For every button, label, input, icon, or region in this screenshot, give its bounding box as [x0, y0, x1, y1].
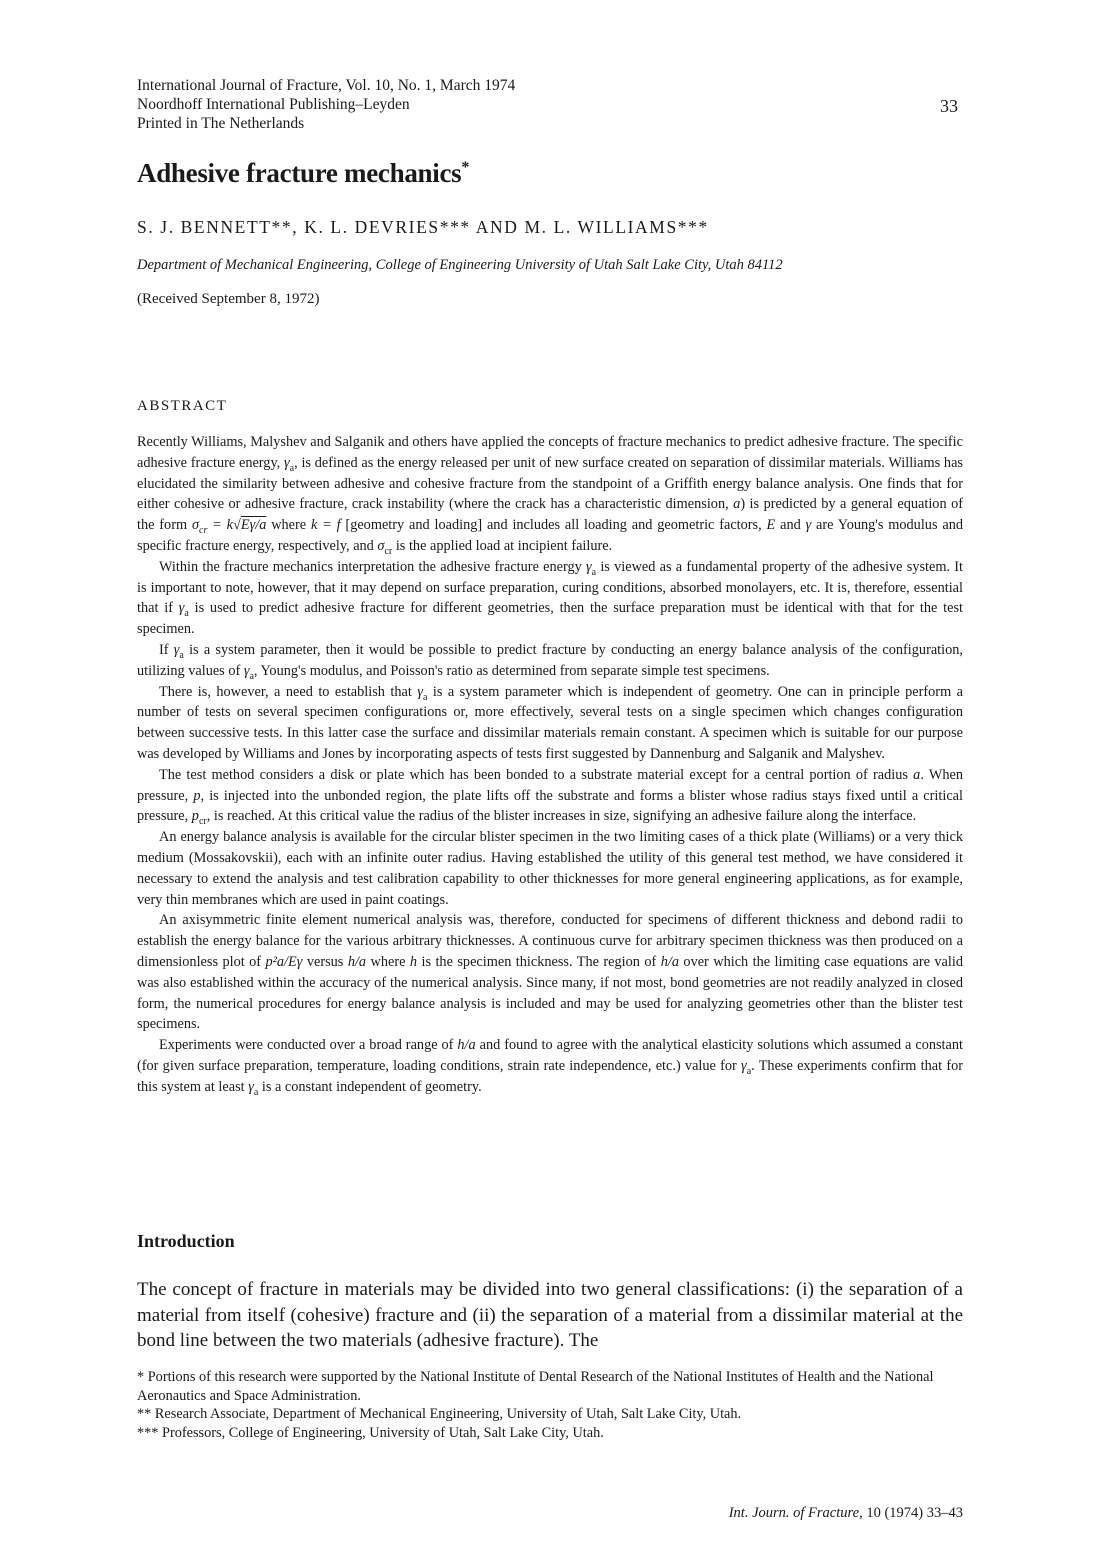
abstract-paragraph-2: Within the fracture mechanics interpretation the adhesive fracture energy $\gamma_a$ is viewed as a fundamental property of the adhesive system. It is important to note, however, that it may depend on surface preparation, curing conditions, absorbed monolayers, etc. It is, therefore, essential that if $\gamma_a$ is used to predict adhesive fracture for different geometries, then the surface preparation must be identical with that for the test specimen.	[137, 558, 964, 638]
abstract-paragraph-8: Experiments were conducted over a broad range of h/a and found to agree with the analytical elasticity solutions which assumed a constant (for given surface preparation, temperature, loading conditions, strain rate independence, etc.) value for $\gamma_a$. These experiments confirm that for this system at least $\gamma_a$ is a constant independent of geometry.	[137, 1037, 964, 1098]
abstract-paragraph-1: Recently Williams, Malyshev and Salganik and others have applied the concepts of fracture mechanics to predict adhesive fracture. The specific adhesive fracture energy, $\gamma_a$, is defined as the energy released per unit of new surface created on separation of dissimilar materials. Williams has elucidated the similarity between adhesive and cohesive fracture from the standpoint of a Griffith energy balance analysis. One finds that for either cohesive or adhesive fracture, crack instability (where the crack has a characteristic dimension, a) is predicted by a general equation of the form $\sigma_{cr} = k√E\gamma/a$ where k = f [geometry and loading] and includes all loading and geometric factors, E and γ are Young's modulus and specific fracture energy, respectively, and $\sigma_{cr}$ is the applied load at incipient failure.	[137, 434, 963, 557]
footnote-1: * Portions of this research were supported by the National Institute of Dental Research of the National Institutes of Health and the National Aeronautics and Space Administration.	[137, 1369, 934, 1404]
abstract-paragraph-5: The test method considers a disk or plate which has been bonded to a substrate material except for a central portion of radius a. When pressure, p, is injected into the unbonded region, the plate lifts off the substrate and forms a blister whose radius stays fixed until a critical pressure, $p_{cr}$, is reached. At this critical value the radius of the blister increases in size, signifying an adhesive failure along the interface.	[137, 766, 963, 828]
footer-citation: 10 (1974) 33–43	[862, 1505, 963, 1521]
footer-journal-abbrev: Int. Journ. of Fracture,	[728, 1505, 863, 1521]
fracture-formula: $\sigma_{cr} = k√E\gamma/a$	[191, 517, 267, 537]
publisher-line: Noordhoff International Publishing–Leyden	[137, 96, 410, 113]
article-title	[137, 158, 469, 189]
footnote-3: *** Professors, College of Engineering, University of Utah, Salt Lake City, Utah.	[137, 1424, 604, 1441]
footnote-2: ** Research Associate, Department of Mechanical Engineering, University of Utah, Salt Lake City, Utah.	[137, 1406, 742, 1422]
article-title-text: Adhesive fracture mechanics	[137, 158, 462, 188]
abstract-paragraph-6: An energy balance analysis is available for the circular blister specimen in the two limiting cases of a thick plate (Williams) or a very thick medium (Mossakovskii), each with an infinite outer radius. Having established the utility of this general test method, we have considered it necessary to extend the analysis and test calibration capability to other thicknesses for more general engineering applications, as for example, very thin membranes which are used in paint coatings.	[137, 829, 963, 908]
affiliation: Department of Mechanical Engineering, College of Engineering University of Utah Salt Lake City, Utah 84112	[137, 257, 783, 273]
introduction-heading: Introduction	[137, 1231, 235, 1251]
abstract-paragraph-3: If $\gamma_a$ is a system parameter, then it would be possible to predict fracture by conducting an energy balance analysis of the configuration, utilizing values of $\gamma_a$, Young's modulus, and Poisson's ratio as determined from separate simple test specimens.	[137, 641, 963, 682]
journal-header	[137, 76, 737, 133]
author-list: S. J. BENNETT**, K. L. DEVRIES*** AND M. L. WILLIAMS***	[137, 217, 709, 237]
received-date: (Received September 8, 1972)	[137, 291, 320, 307]
introduction-text: The concept of fracture in materials may be divided into two general classifications: (i) the separation of a material from itself (cohesive) fracture and (ii) the separation of a material from a dissimilar material at the bond line between the two materials (adhesive fracture). The	[137, 1279, 963, 1351]
page-number: 33	[940, 96, 958, 116]
journal-citation-line: International Journal of Fracture, Vol. 10, No. 1, March 1974	[137, 77, 516, 94]
running-footer	[729, 1505, 963, 1522]
title-footnote-mark: *	[461, 159, 470, 176]
printed-line: Printed in The Netherlands	[137, 115, 305, 132]
abstract-paragraph-7: An axisymmetric finite element numerical analysis was, therefore, conducted for specimens of different thickness and debond radii to establish the energy balance for the various arbitrary thicknesses. A continuous curve for arbitrary specimen thickness was then produced on a dimensionless plot of p²a/Eγ versus h/a where h is the specimen thickness. The region of h/a over which the limiting case equations are valid was also established within the accuracy of the numerical analysis. Since many, if not most, bond geometries are not readily analyzed in closed form, the numerical procedures for energy balance analysis is included and may be used for analyzing geometries other than the blister test specimens.	[137, 912, 963, 1033]
abstract-body	[137, 432, 963, 1098]
abstract-paragraph-4: There is, however, a need to establish that $\gamma_a$ is a system parameter which is independent of geometry. One can in principle perform a number of tests on several specimen configurations or, more effectively, several tests on a single specimen which changes configuration between successive tests. In this latter case the surface and dissimilar materials remain constant. A specimen which is suitable for our purpose was developed by Williams and Jones by incorporating aspects of tests first suggested by Dannenburg and Salganik and Malyshev.	[137, 683, 963, 762]
abstract-heading: ABSTRACT	[137, 398, 228, 414]
footnotes	[137, 1368, 963, 1442]
